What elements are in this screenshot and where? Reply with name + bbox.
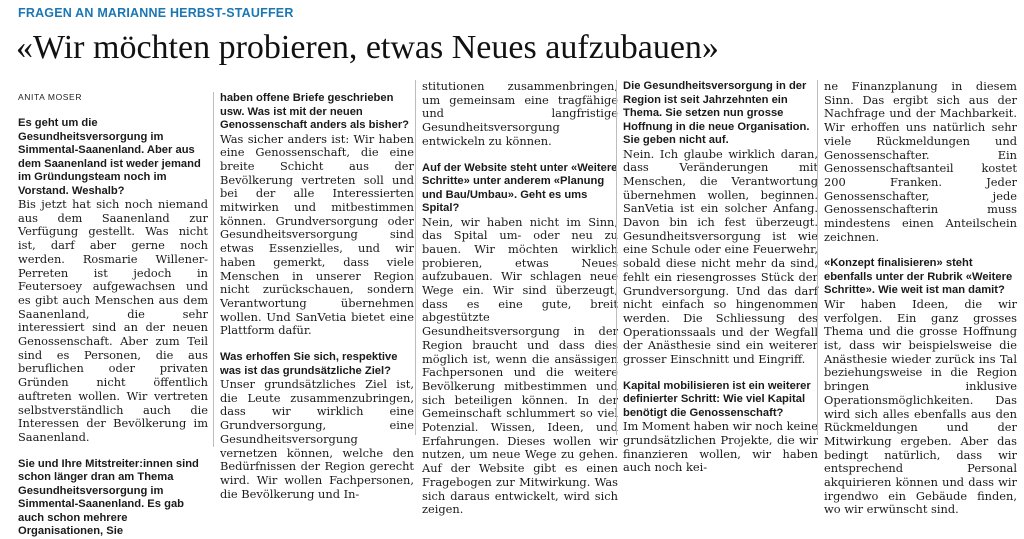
article-kicker: FRAGEN AN MARIANNE HERBST-STAUFFER [18,6,294,20]
interview-question: Auf der Website steht unter «Weitere Schritte» unter anderem «Planung und Bau/Umbau». Geht es ums Spital? [422,161,618,215]
interview-answer: Bis jetzt hat sich noch niemand aus dem Saanenland zur Verfügung gestellt. Was nicht ist, darf aber gerne noch werden. Rosmarie Willener-Perreten ist jedoch in Feutersoey aufgewachsen und es gibt auch Menschen aus dem Saanenland, die sehr interessiert sind an der neuen Genossenschaft. Aber zum Teil sind es Personen, die aus beruflichen oder privaten Gründen nicht öffentlich auftreten wollen. Wir vertreten selbstverständlich auch die Interessen der Bevölkerung im Saanenland. [18,197,208,444]
interview-answer: Unser grundsätzliches Ziel ist, die Leute zusammenzubringen, dass wir wirklich eine Grundversorgung, eine Gesundheitsversorgung vernetzen können, welche den Bedürfnissen der Region gerecht wird. Wir wollen Fachpersonen, die Bevölkerung und In- [220,377,414,501]
paragraph-gap [18,445,208,458]
interview-question: Es geht um die Gesundheitsversorgung im Simmental-Saanenland. Aber aus dem Saanenland ist weder jemand im Gründungsteam noch im Vorstand. Weshalb? [18,117,201,197]
interview-question: Die Gesundheitsversorgung in der Region ist seit Jahrzehnten ein Thema. Sie setzen nun grosse Hoffnung in die neue Organisation. Sie geben nicht auf. [623,80,810,146]
text-column-1 [18,92,208,538]
article-headline: «Wir möchten probieren, etwas Neues aufzubauen» [16,29,719,66]
interview-question: Kapital mobilisieren ist ein weiterer definierter Schritt: Wie viel Kapital benötigt die Genossenschaft? [623,379,811,419]
text-column-2 [213,92,414,501]
paragraph-gap [824,244,1017,257]
interview-question: haben offene Briefe geschrieben usw. Was ist mit der neuen Genossenschaft anders als bisher? [220,92,410,131]
interview-answer: Was sicher anders ist: Wir haben eine Genossenschaft, die eine breite Schicht aus der Bevölkerung vertreten soll und bei der alle Interessierten mitwirken und mitbestimmen können. Grundversorgung oder Gesundheitsversorgung sind etwas Essenzielles, und wir haben gemerkt, dass viele Menschen in unserer Region nicht zurückschauen, sondern Verantwortung übernehmen wollen. Und SanVetia bietet eine Plattform dafür. [220,131,414,338]
text-column-3 [415,79,618,517]
interview-answer: Wir haben Ideen, die wir verfolgen. Ein ganz grosses Thema und die grosse Hoffnung ist, dass wir beispielsweise die Anästhesie wieder zurück ins Tal beziehungsweise in die Region bringen inklusive Operationsmöglichkeiten. Das wird sich alles ebenfalls aus den Rückmeldungen und der Mitwirkung ergeben. Aber das bedingt natürlich, dass wir entsprechend Personal akquirieren können und dass wir irgendwo ein Gebäude finden, wo wir erwünscht sind. [824,296,1017,517]
interview-answer: stitutionen zusammenbringen, um gemeinsam eine tragfähige und langfristige Gesundheitsversorgung entwickeln zu können. [422,79,618,148]
interview-answer: Nein, wir haben nicht im Sinn, das Spital um- oder neu zu bauen. Wir möchten wirklich probieren, etwas Neues aufzubauen. Wir schlagen neue Wege ein. Wir sind überzeugt, dass es eine gute, breit abgestützte Gesundheitsversorgung in der Region braucht und dass dies möglich ist, wenn die ansässigen Fachpersonen und die weitere Bevölkerung mitbestimmen und sich beteiligen können. In der Gemeinschaft schlummert so viel Potenzial. Wissen, Ideen, und Erfahrungen. Dieses wollen wir nutzen, um neue Wege zu gehen. Auf der Website gibt es einen Fragebogen zur Mitwirkung. Was sich daraus entwickelt, wird sich zeigen. [422,214,618,517]
paragraph-gap [623,367,818,380]
interview-answer: Im Moment haben wir noch keine grundsätzlichen Projekte, die wir finanzieren wollen, wir haben auch noch kei- [623,419,818,475]
text-column-4 [616,80,818,475]
interview-question: Was erhoffen Sie sich, respektive was ist das grundsätzliche Ziel? [220,351,398,377]
paragraph-gap [220,338,414,351]
author-byline: ANITA MOSER [18,92,83,102]
text-column-5 [817,79,1017,517]
paragraph-gap [422,149,618,162]
interview-answer: Nein. Ich glaube wirklich daran, dass Veränderungen mit Menschen, die Verantwortung übernehmen wollen, beginnen. SanVetia ist ein solcher Anfang. Davon bin ich fest überzeugt. Gesundheitsversorgung ist wie eine Schule oder eine Feuerwehr, sobald diese nicht mehr da sind, fehlt ein riesengrosses Stück der Grundversorgung. Und das darf nicht einfach so hingenommen werden. Die Schliessung des Operationssaals und der Wegfall der Anästhesie sind ein weiterer grosser Einschnitt und Eingriff. [623,146,818,367]
interview-question: Sie und Ihre Mitstreiter:innen sind schon länger dran am Thema Gesundheitsversorgung im Simmental-Saanenland. Es gab auch schon mehrere Organisationen, Sie [18,457,199,538]
interview-question: «Konzept finalisieren» steht ebenfalls unter der Rubrik «Weitere Schritte». Wie weit ist man damit? [824,257,1013,297]
interview-answer: ne Finanzplanung in diesem Sinn. Das ergibt sich aus der Nachfrage und der Machbarkeit. Wir erhoffen uns natürlich sehr viele Rückmeldungen und Genossenschafter. Ein Genossenschaftsanteil kostet 200 Franken. Jeder Genossenschafter, jede Genossenschafterin muss mindestens einen Anteilschein zeichnen. [824,79,1017,244]
